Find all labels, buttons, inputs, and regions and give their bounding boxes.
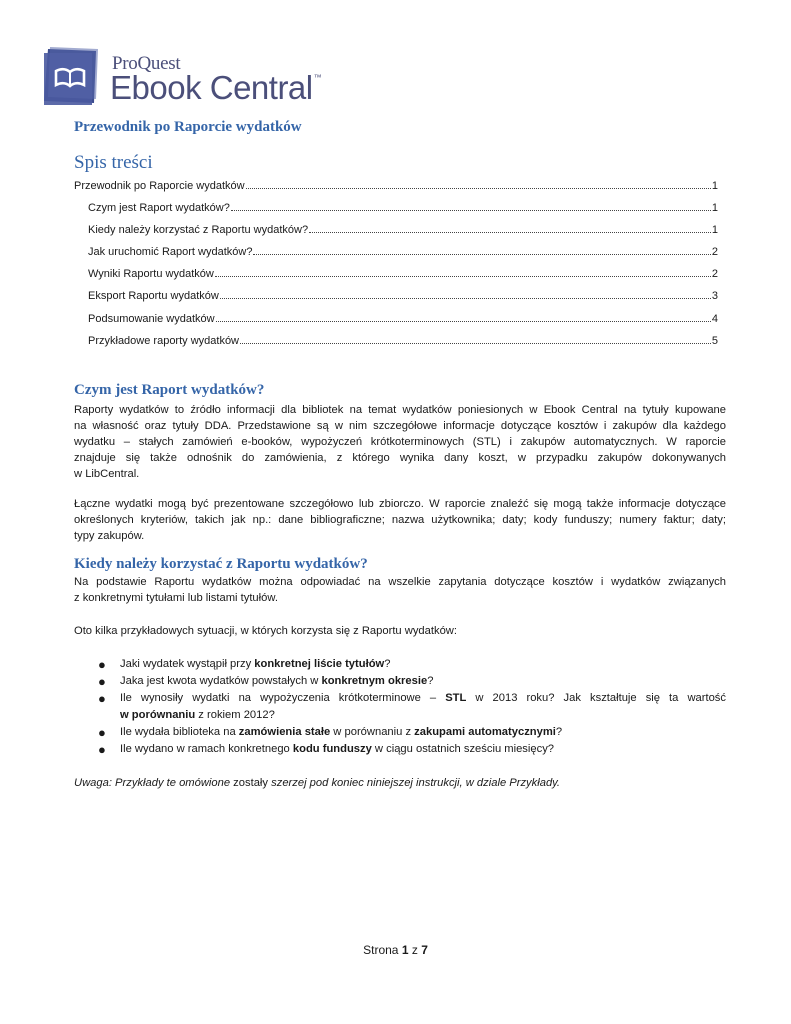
list-item: ● Ile wydała biblioteka na zamówienia stałe w porównaniu z zakupami automatycznymi? [98, 725, 563, 740]
bullet-icon: ● [98, 691, 106, 706]
logo-proquest-text: ProQuest [112, 53, 181, 74]
toc-entry[interactable]: Czym jest Raport wydatków? 1 [88, 202, 718, 214]
list-item: ● Jaka jest kwota wydatków powstałych w konkretnym okresie? [98, 674, 434, 689]
list-item: ● Ile wydano w ramach konkretnego kodu funduszy w ciągu ostatnich sześciu miesięcy? [98, 742, 555, 757]
section2-paragraph-2: Oto kilka przykładowych sytuacji, w których korzysta się z Raportu wydatków: [74, 625, 457, 637]
bullet-icon: ● [98, 657, 106, 672]
bullet-icon: ● [98, 725, 106, 740]
section1-paragraph-1: Raporty wydatków to źródło informacji dla bibliotek na temat wydatków poniesionych w Ebook Central na tytuły kupowane na własność oraz tytuły DDA. Przedstawione są w nim szczegółowe informacje dotyczące kosztów i zakupów dla każdego wydatku – stałych zamówień e-booków, wypożyczeń krótkoterminowych (STL) i zakupów automatycznych. W raporcie znajduje się także odnośnik do zamówienia, z którego wynika dany koszt, w przypadku zakupów dokonywanych w LibCentral. [74, 404, 726, 480]
section2-paragraph-1: Na podstawie Raportu wydatków można odpowiadać na wszelkie zapytania dotyczące kosztów i wydatków związanych z konkretnymi tytułami lub listami tytułów. [74, 576, 726, 604]
section-heading-kiedy: Kiedy należy korzystać z Raportu wydatków? [74, 556, 368, 572]
list-item: ● Ile wynosiły wydatki na wypożyczenia krótkoterminowe – STL w 2013 roku? Jak kształtuje się ta wartość w porównaniu z rokiem 2012? [98, 691, 726, 721]
toc-entry[interactable]: Przykładowe raporty wydatków 5 [88, 335, 718, 347]
bullet-icon: ● [98, 742, 106, 757]
note-text: Uwaga: Przykłady te omówione zostały szerzej pod koniec niniejszej instrukcji, w dziale Przykłady. [74, 777, 561, 789]
toc-entry[interactable]: Przewodnik po Raporcie wydatków 1 [74, 180, 718, 192]
logo-ebook-central-text: Ebook Central™ [110, 69, 322, 106]
toc-entry[interactable]: Eksport Raportu wydatków 3 [88, 290, 718, 302]
document-title: Przewodnik po Raporcie wydatków [74, 119, 302, 135]
toc-entry[interactable]: Wyniki Raportu wydatków 2 [88, 268, 718, 280]
open-book-icon [42, 47, 98, 105]
section1-paragraph-2: Łączne wydatki mogą być prezentowane szczegółowo lub zbiorczo. W raporcie znaleźć się mogą także informacje dotyczące określonych kryteriów, takich jak np.: dane bibliograficzne; nazwa użytkownika; daty; kody funduszy; numery faktur; daty; typy zakupów. [74, 498, 726, 542]
list-item: ● Jaki wydatek wystąpił przy konkretnej liście tytułów? [98, 657, 391, 672]
toc-heading: Spis treści [74, 152, 153, 173]
page-number-footer: Strona 1 z 7 [363, 943, 428, 957]
proquest-logo [42, 47, 332, 109]
section-heading-czym-jest: Czym jest Raport wydatków? [74, 382, 265, 398]
toc-entry[interactable]: Podsumowanie wydatków 4 [88, 313, 718, 325]
toc-entry[interactable]: Kiedy należy korzystać z Raportu wydatków? 1 [88, 224, 718, 236]
bullet-icon: ● [98, 674, 106, 689]
toc-entry[interactable]: Jak uruchomić Raport wydatków? 2 [88, 246, 718, 258]
example-questions-list [74, 656, 726, 758]
